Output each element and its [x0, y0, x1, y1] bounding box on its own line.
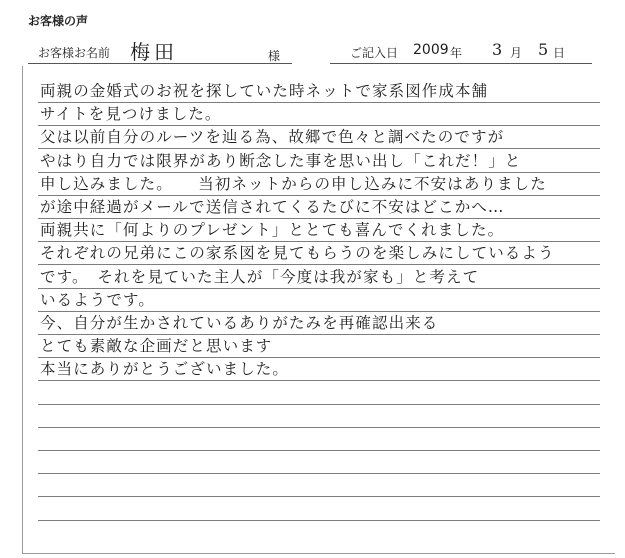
letter-line: 両親の金婚式のお祝を探していた時ネットで家系図作成本舗 [40, 82, 489, 100]
ruled-line [38, 102, 600, 103]
ruled-line [38, 148, 600, 149]
letter-line: 父は以前自分のルーツを辿る為、故郷で色々と調べたのですが [40, 128, 505, 147]
ruled-line [38, 380, 600, 381]
letter-line: とても素敵な企画だと思います [40, 337, 273, 356]
letter-line: 本当にありがとうございました。 [40, 360, 290, 379]
ruled-line [38, 125, 600, 126]
date-underline [330, 63, 592, 64]
ruled-line [38, 195, 600, 196]
ruled-line [38, 473, 600, 474]
ruled-line [38, 450, 600, 451]
name-label: お客様お名前 [38, 46, 111, 60]
letter-line: 今、自分が生かされているありがたみを再確認出来る [40, 314, 439, 332]
letter-line: 申し込みました。 当初ネットからの申し込みに不安はありました [40, 174, 547, 193]
ruled-line [38, 288, 600, 289]
date-day: 5 [538, 40, 549, 59]
letter-line: それぞれの兄弟にこの家系図を見てもらうのを楽しみにしているよう [40, 244, 555, 263]
ruled-line [38, 404, 600, 405]
ruled-line [38, 427, 600, 428]
month-unit: 月 [510, 46, 523, 60]
letter-line: 両親共に「何よりのプレゼント」ととても喜んでくれました。 [40, 221, 505, 240]
customer-name: 梅田 [130, 40, 178, 64]
date-month: 3 [492, 40, 503, 59]
date-year: 2009 [413, 42, 449, 58]
ruled-line [38, 357, 600, 358]
ruled-line [38, 496, 600, 497]
year-unit: 年 [450, 46, 463, 60]
ruled-line [38, 334, 600, 335]
honorific-label: 様 [268, 49, 281, 63]
form-title: お客様の声 [28, 14, 89, 28]
date-label: ご記入日 [350, 46, 399, 60]
letter-line: やはり自力では限界があり断念した事を思い出し「これだ！」と [40, 151, 522, 170]
ruled-line [38, 218, 600, 219]
ruled-line [38, 520, 600, 521]
letter-line: サイトを見つけました。 [40, 105, 222, 124]
ruled-line [38, 264, 600, 265]
day-unit: 日 [553, 46, 566, 60]
letter-line: です。 それを見ていた主人が「今度は我が家も」と考えて [40, 267, 480, 286]
name-underline [28, 63, 292, 64]
letter-line: いるようです。 [40, 290, 155, 309]
ruled-line [38, 311, 600, 312]
letter-line: が途中経過がメールで送信されてくるたびに不安はどこかへ… [40, 198, 505, 216]
ruled-line [38, 241, 600, 242]
ruled-line [38, 172, 600, 173]
